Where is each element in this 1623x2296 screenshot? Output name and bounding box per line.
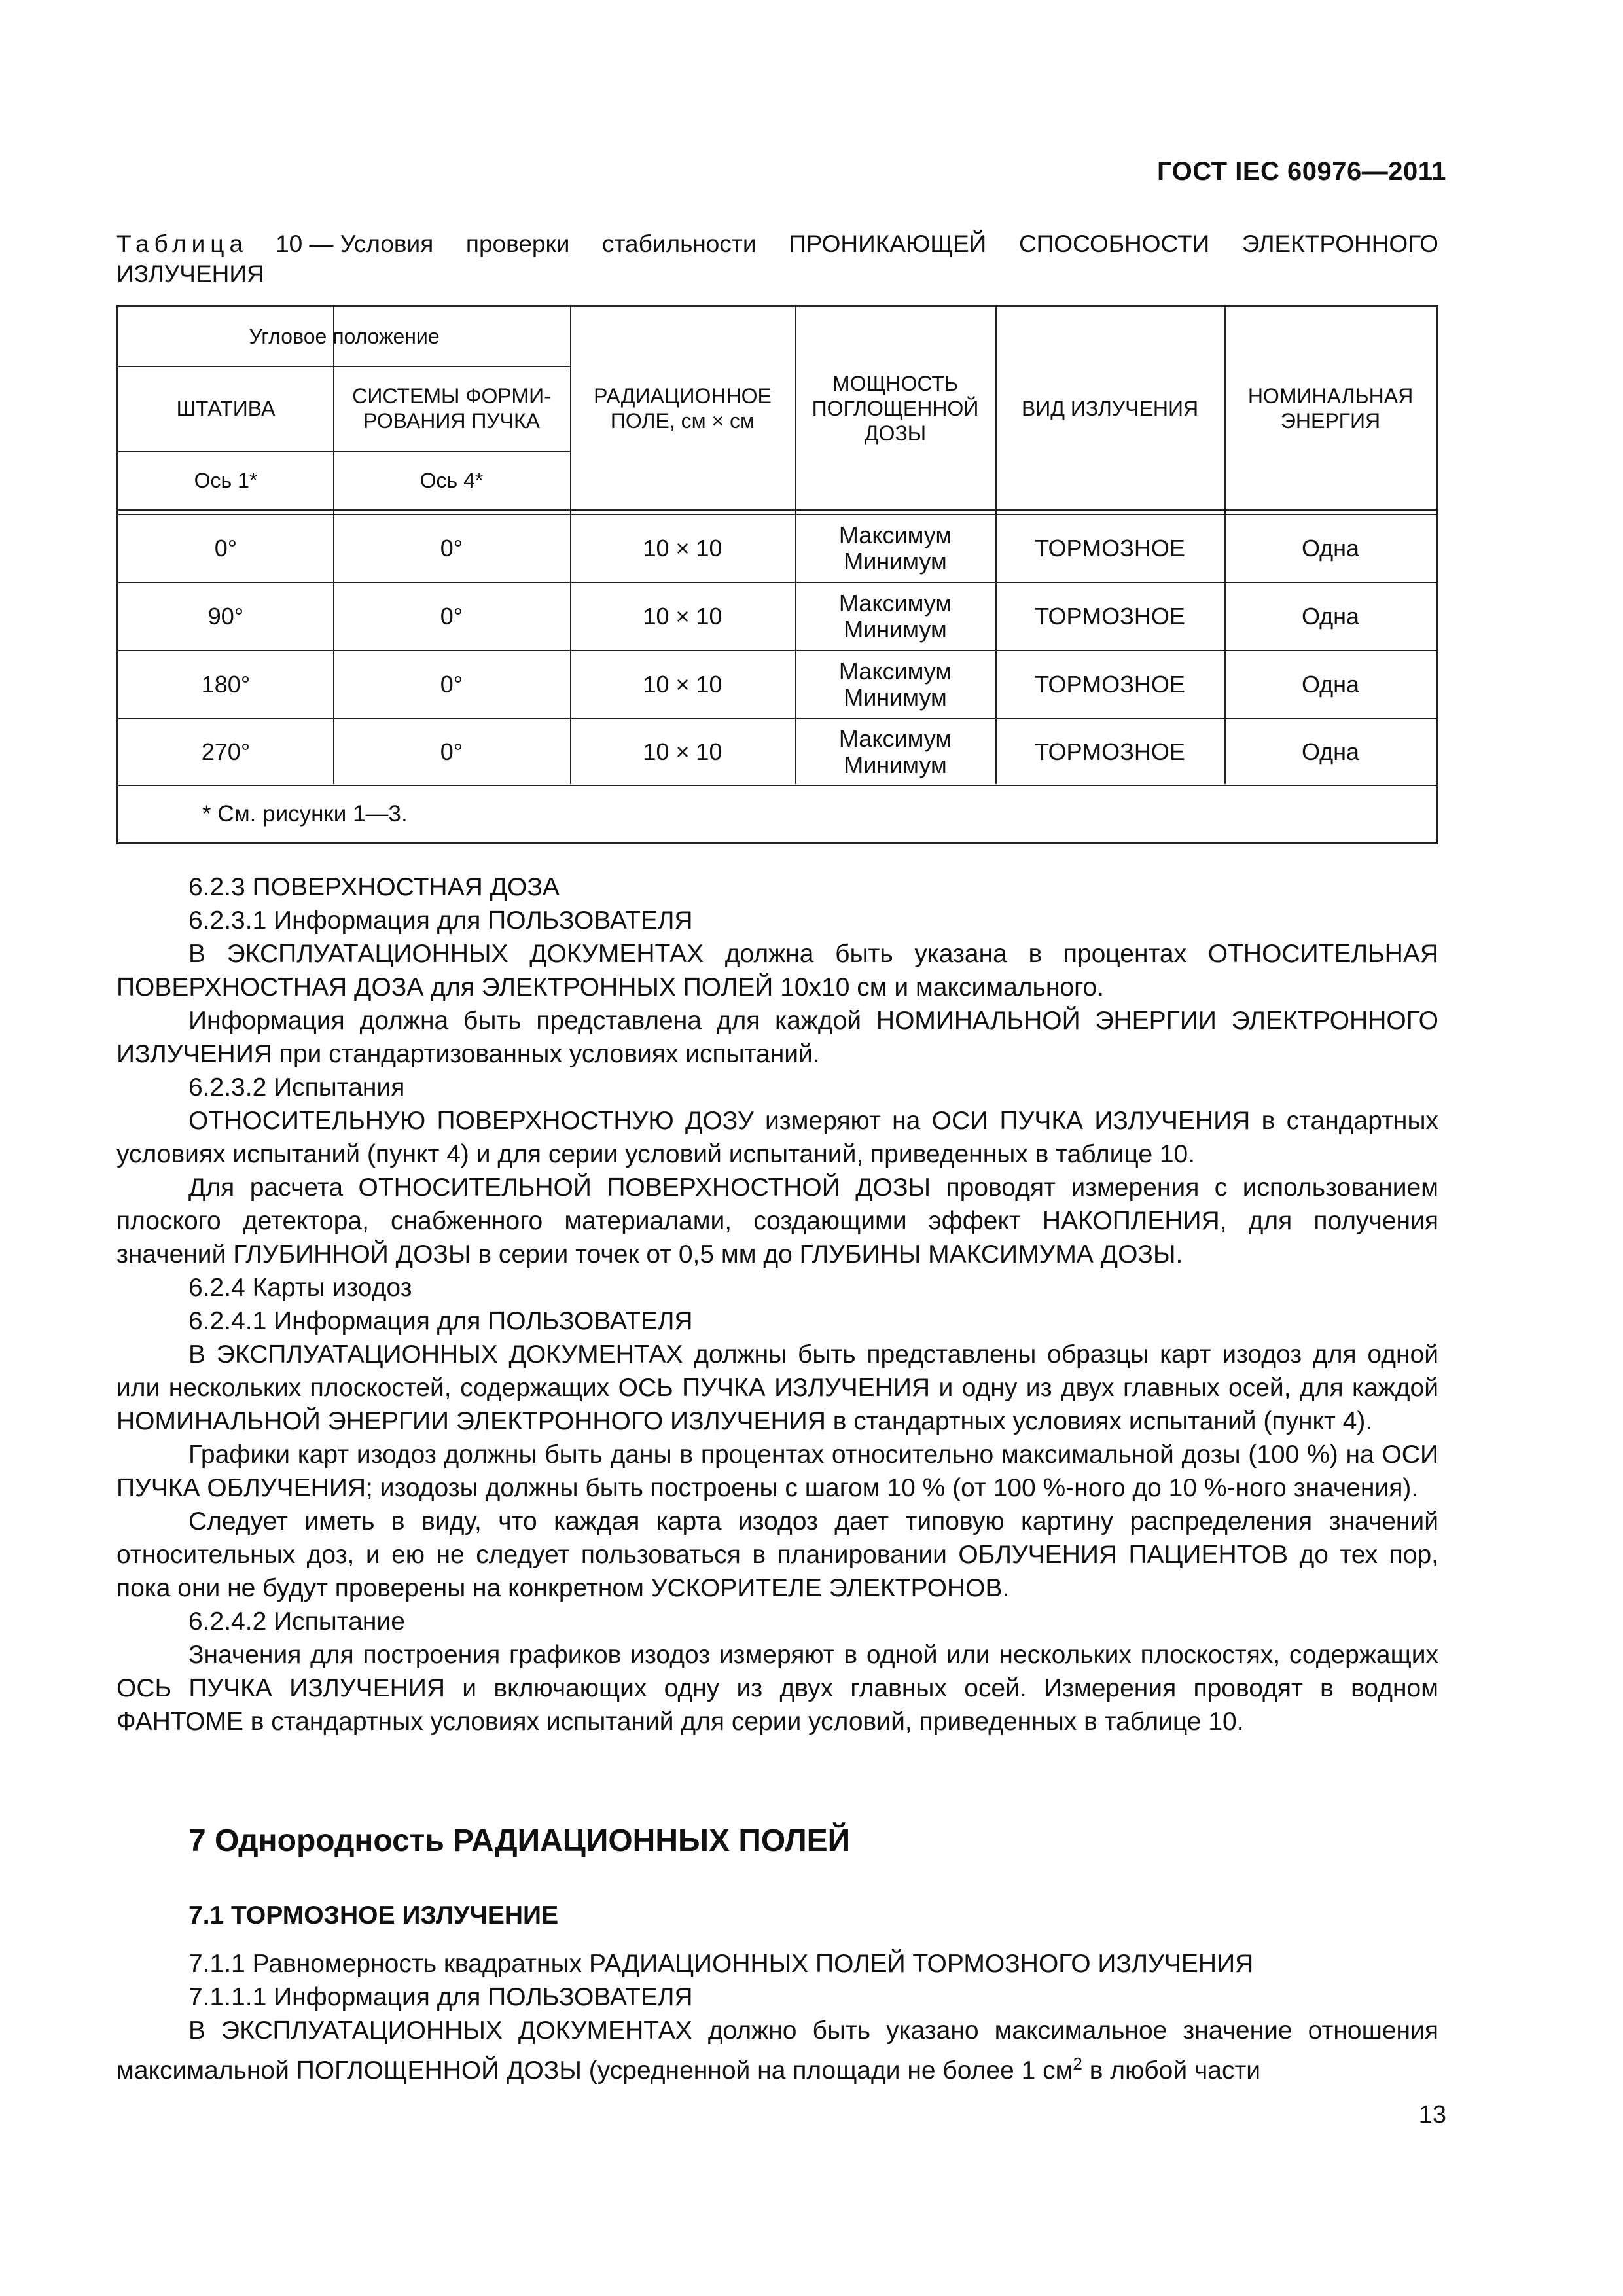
header-axis-4: Ось 4* [419, 468, 484, 492]
paragraph: 6.2.4.1 Информация для ПОЛЬЗОВАТЕЛЯ [188, 1307, 693, 1335]
header-dose-rate: МОЩНОСТЬ ПОГЛОЩЕННОЙ ДОЗЫ [812, 371, 979, 445]
cell-field: 10 × 10 [643, 603, 722, 630]
paragraph: 6.2.3 ПОВЕРХНОСТНАЯ ДОЗА [188, 873, 560, 901]
cell-gantry: 270° [201, 738, 251, 765]
cell-energy: Одна [1301, 603, 1360, 630]
cell-dose-rate [795, 719, 995, 785]
header-nominal-energy: НОМИНАЛЬНАЯ ЭНЕРГИЯ [1247, 384, 1414, 433]
table-footnote: * См. рисунки 1—3. [202, 801, 408, 827]
paragraph: 6.2.3.1 Информация для ПОЛЬЗОВАТЕЛЯ [188, 906, 693, 935]
body-text [116, 870, 1438, 1738]
paragraph: В ЭКСПЛУАТАЦИОННЫХ ДОКУМЕНТАХ должны быть представлены образцы карт изодоз для одной или нескольких плоскостей, содержащих ОСЬ ПУЧКА ИЗЛУЧЕНИЯ и одну из двух главных осей, для каждой НОМИНАЛЬНОЙ ЭНЕРГИИ ЭЛЕКТРОННОГО ИЗЛУЧЕНИЯ в стандартных условиях испытаний (пункт 4). [116, 1340, 1438, 1435]
standard-identifier: ГОСТ IEC 60976—2011 [1157, 157, 1446, 186]
table-caption-line-1 [116, 229, 1438, 259]
dose-rate-max: Максимум [838, 590, 952, 617]
paragraph-text: в любой части [1082, 2056, 1261, 2085]
data-table [116, 305, 1438, 844]
cell-field: 10 × 10 [643, 535, 722, 562]
paragraph-text: В ЭКСПЛУАТАЦИОННЫХ ДОКУМЕНТАХ должно быть указано максимальное значение отношения максимальной ПОГЛОЩЕННОЙ ДОЗЫ (усредненной на площади не более 1 см [116, 2017, 1438, 2085]
paragraph: ОТНОСИТЕЛЬНУЮ ПОВЕРХНОСТНУЮ ДОЗУ измеряют на ОСИ ПУЧКА ИЗЛУЧЕНИЯ в стандартных условиях испытаний (пункт 4) и для серии условий испытаний, приведенных в таблице 10. [116, 1107, 1438, 1168]
dose-rate-max: Максимум [838, 522, 952, 548]
header-gantry: ШТАТИВА [176, 397, 276, 420]
cell-radiation: ТОРМОЗНОЕ [1035, 738, 1185, 765]
table-caption-word: проверки [465, 230, 570, 257]
table-caption-word: стабильности [602, 230, 757, 257]
cell-radiation: ТОРМОЗНОЕ [1035, 535, 1185, 562]
header-axis-1: Ось 1* [194, 468, 258, 492]
section7-text [116, 1947, 1438, 2087]
table-caption-line-2: ИЗЛУЧЕНИЯ [116, 260, 264, 287]
table-divider [118, 509, 1436, 511]
cell-dose-rate [795, 515, 995, 582]
cell-field: 10 × 10 [643, 671, 722, 698]
dose-rate-max: Максимум [838, 725, 952, 752]
table-caption-label: Таблица [116, 230, 249, 257]
cell-gantry: 0° [214, 535, 238, 562]
dose-rate-min: Минимум [844, 548, 947, 575]
cell-dose-rate [795, 651, 995, 718]
paragraph [116, 2014, 1438, 2087]
cell-radiation: ТОРМОЗНОЕ [1035, 671, 1185, 698]
section-heading: 7 Однородность РАДИАЦИОННЫХ ПОЛЕЙ [188, 1823, 851, 1858]
cell-energy: Одна [1301, 535, 1360, 562]
cell-gantry: 180° [201, 671, 251, 698]
paragraph: Следует иметь в виду, что каждая карта изодоз дает типовую картину распределения значений относительных доз, и ею не следует пользоваться в планировании ОБЛУЧЕНИЯ ПАЦИЕНТОВ до тех пор, пока они не будут проверены на конкретном УСКОРИТЕЛЕ ЭЛЕКТРОНОВ. [116, 1507, 1438, 1602]
table-caption-word: СПОСОБНОСТИ [1018, 230, 1210, 257]
header-beam-system: СИСТЕМЫ ФОРМИ- РОВАНИЯ ПУЧКА [352, 384, 551, 433]
paragraph: Значения для построения графиков изодоз измеряют в одной или нескольких плоскостях, содержащих ОСЬ ПУЧКА ИЗЛУЧЕНИЯ и включающих одну из двух главных осей. Измерения проводят в водном ФАНТОМЕ в стандартных условиях испытаний для серии условий, приведенных в таблице 10. [116, 1641, 1438, 1736]
dose-rate-min: Минимум [844, 684, 947, 711]
cell-gantry: 90° [207, 603, 244, 630]
paragraph: Графики карт изодоз должны быть даны в процентах относительно максимальной дозы (100 %) на ОСИ ПУЧКА ОБЛУЧЕНИЯ; изодозы должны быть построены с шагом 10 % (от 100 %-ного до 10 %-ного значения). [116, 1441, 1438, 1502]
cell-field: 10 × 10 [643, 738, 722, 765]
cell-beam: 0° [440, 535, 463, 562]
header-radiation-type: ВИД ИЗЛУЧЕНИЯ [1021, 396, 1199, 420]
paragraph: Для расчета ОТНОСИТЕЛЬНОЙ ПОВЕРХНОСТНОЙ ДОЗЫ проводят измерения с использованием плоского детектора, снабженного материалами, создающими эффект НАКОПЛЕНИЯ, для получения значений ГЛУБИННОЙ ДОЗЫ в серии точек от 0,5 мм до ГЛУБИНЫ МАКСИМУМА ДОЗЫ. [116, 1174, 1438, 1268]
cell-dose-rate [795, 583, 995, 650]
paragraph: 6.2.4.2 Испытание [188, 1607, 405, 1636]
paragraph: 6.2.4 Карты изодоз [188, 1274, 412, 1302]
paragraph: 7.1.1.1 Информация для ПОЛЬЗОВАТЕЛЯ [188, 1983, 693, 2011]
paragraph: В ЭКСПЛУАТАЦИОННЫХ ДОКУМЕНТАХ должна быть указана в процентах ОТНОСИТЕЛЬНАЯ ПОВЕРХНОСТНАЯ ДОЗА для ЭЛЕКТРОННЫХ ПОЛЕЙ 10х10 см и максимального. [116, 940, 1438, 1001]
cell-radiation: ТОРМОЗНОЕ [1035, 603, 1185, 630]
cell-beam: 0° [440, 603, 463, 630]
cell-beam: 0° [440, 671, 463, 698]
table-caption-word: 10 — Условия [276, 230, 434, 257]
cell-beam: 0° [440, 738, 463, 765]
cell-energy: Одна [1301, 738, 1360, 765]
superscript: 2 [1073, 2054, 1082, 2073]
dose-rate-max: Максимум [838, 658, 952, 685]
page-number: 13 [1418, 2101, 1446, 2128]
paragraph: 6.2.3.2 Испытания [188, 1073, 405, 1102]
table-caption-word: ЭЛЕКТРОННОГО [1241, 230, 1438, 257]
table-caption [116, 229, 1438, 289]
dose-rate-min: Минимум [844, 751, 947, 778]
table-caption-word: ПРОНИКАЮЩЕЙ [789, 230, 987, 257]
dose-rate-min: Минимум [844, 616, 947, 643]
paragraph: Информация должна быть представлена для каждой НОМИНАЛЬНОЙ ЭНЕРГИИ ЭЛЕКТРОННОГО ИЗЛУЧЕНИЯ при стандартизованных условиях испытаний. [116, 1007, 1438, 1068]
subsection-heading: 7.1 ТОРМОЗНОЕ ИЗЛУЧЕНИЕ [188, 1901, 559, 1929]
header-angular-position: Угловое положение [249, 325, 440, 348]
header-radiation-field: РАДИАЦИОННОЕ ПОЛЕ, см × см [594, 384, 772, 433]
cell-energy: Одна [1301, 671, 1360, 698]
paragraph: 7.1.1 Равномерность квадратных РАДИАЦИОННЫХ ПОЛЕЙ ТОРМОЗНОГО ИЗЛУЧЕНИЯ [188, 1950, 1254, 1978]
